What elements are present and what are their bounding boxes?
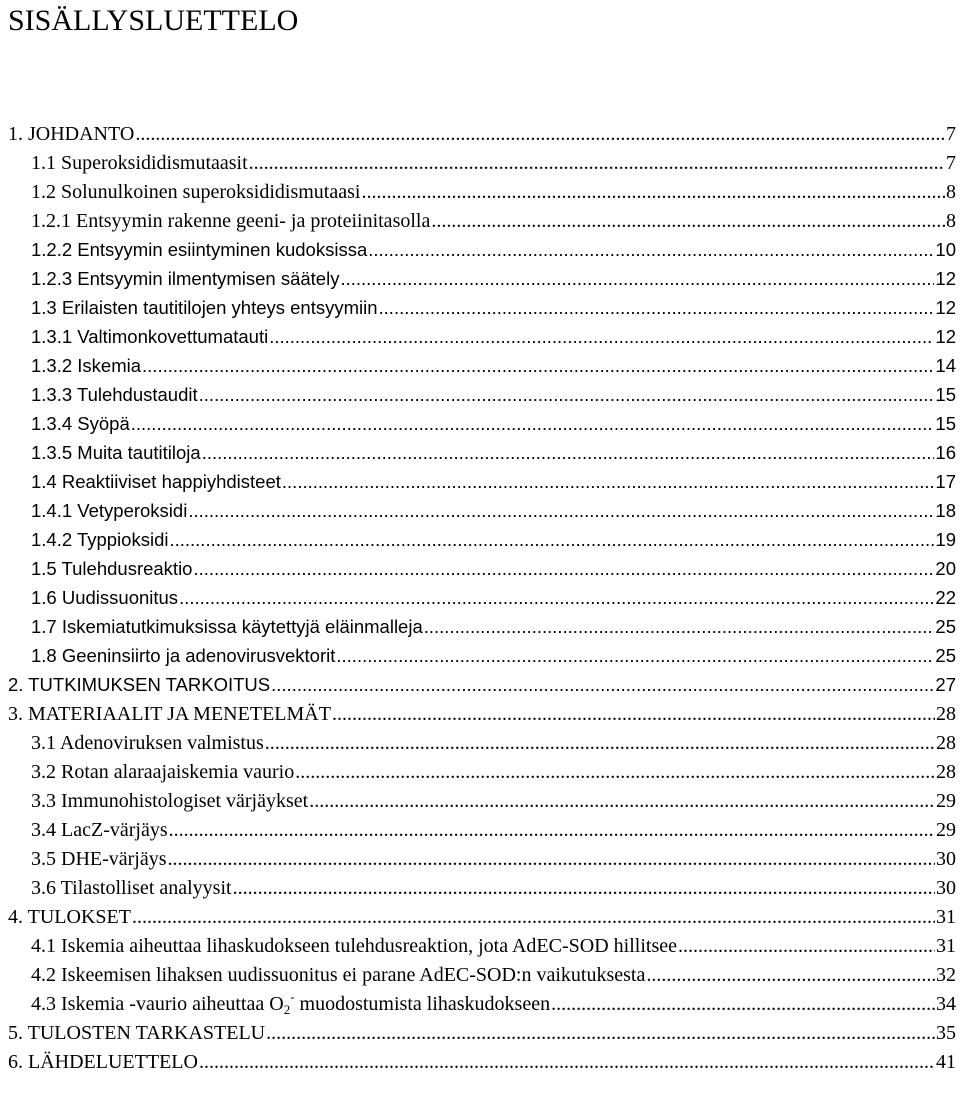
superscript-minus: - bbox=[290, 989, 295, 1004]
toc-entry-6-lahdeluettelo[interactable] bbox=[0, 1049, 960, 1078]
toc-entry-label: 1.2.3 Entsyymin ilmentymisen säätely bbox=[31, 268, 340, 289]
toc-entry-label: 3.6 Tilastolliset analyysit bbox=[31, 877, 232, 899]
toc-entry-label: 1.8 Geeninsiirto ja adenovirusvektorit bbox=[31, 645, 336, 666]
toc-entry-page: 15 bbox=[935, 384, 956, 405]
toc-entry-label: 1.5 Tulehdusreaktio bbox=[31, 558, 193, 579]
dot-leader bbox=[551, 991, 935, 1017]
toc-entry-4-3[interactable] bbox=[0, 991, 960, 1020]
toc-entry-1-2-2[interactable] bbox=[0, 237, 960, 266]
toc-entry-label-post: muodostumista lihaskudokseen bbox=[294, 993, 551, 1015]
toc-entry-label: 3.3 Immunohistologiset värjäykset bbox=[31, 790, 309, 812]
toc-entry-page: 30 bbox=[936, 877, 956, 899]
toc-entry-page: 15 bbox=[935, 413, 956, 434]
dot-leader bbox=[336, 643, 934, 669]
dot-leader bbox=[646, 962, 935, 988]
dot-leader bbox=[199, 382, 935, 408]
dot-leader bbox=[282, 469, 935, 495]
toc-entry-page: 12 bbox=[935, 326, 956, 347]
toc-entry-page: 12 bbox=[935, 268, 956, 289]
toc-entry-label: 1.4 Reaktiiviset happiyhdisteet bbox=[31, 471, 281, 492]
dot-leader bbox=[168, 846, 935, 872]
dot-leader bbox=[361, 179, 945, 205]
toc-entry-label: 1.3 Erilaisten tautitilojen yhteys entsyymiin bbox=[31, 297, 378, 318]
dot-leader bbox=[295, 759, 935, 785]
toc-entry-label: 1.3.3 Tulehdustaudit bbox=[31, 384, 198, 405]
dot-leader bbox=[142, 353, 934, 379]
dot-leader bbox=[132, 904, 935, 930]
toc-entry-page: 8 bbox=[946, 181, 956, 203]
dot-leader bbox=[135, 121, 945, 147]
toc-entry-label: 1.3.2 Iskemia bbox=[31, 355, 142, 376]
dot-leader bbox=[424, 614, 935, 640]
toc-entry-3-5[interactable] bbox=[0, 846, 960, 875]
dot-leader bbox=[379, 295, 935, 321]
dot-leader bbox=[179, 585, 934, 611]
dot-leader bbox=[233, 875, 935, 901]
toc-entry-label: 1.6 Uudissuonitus bbox=[31, 587, 179, 608]
table-of-contents bbox=[0, 121, 960, 1078]
dot-leader bbox=[368, 237, 934, 263]
toc-entry-page: 17 bbox=[935, 471, 956, 492]
toc-entry-1-2-3[interactable] bbox=[0, 266, 960, 295]
dot-leader bbox=[202, 440, 935, 466]
toc-entry-label: 4.1 Iskemia aiheuttaa lihaskudokseen tulehdusreaktion, jota AdEC-SOD hillitsee bbox=[31, 935, 677, 957]
toc-entry-page: 29 bbox=[936, 819, 956, 841]
toc-entry-4-1[interactable] bbox=[0, 933, 960, 962]
toc-entry-page: 12 bbox=[935, 297, 956, 318]
toc-entry-label: 3.5 DHE-värjäys bbox=[31, 848, 167, 870]
toc-entry-label: 1.2.2 Entsyymin esiintyminen kudoksissa bbox=[31, 239, 368, 260]
toc-entry-page: 7 bbox=[946, 152, 956, 174]
toc-entry-3-4[interactable] bbox=[0, 817, 960, 846]
toc-entry-page: 28 bbox=[936, 761, 956, 783]
dot-leader bbox=[431, 208, 945, 234]
toc-entry-page: 31 bbox=[936, 935, 956, 957]
toc-entry-1-1[interactable] bbox=[0, 150, 960, 179]
toc-entry-4-tulokset[interactable] bbox=[0, 904, 960, 933]
page-title: SISÄLLYSLUETTELO bbox=[8, 4, 299, 37]
toc-entry-page: 27 bbox=[935, 674, 956, 695]
dot-leader bbox=[266, 1020, 935, 1046]
toc-entry-label: 1.3.4 Syöpä bbox=[31, 413, 130, 434]
dot-leader bbox=[169, 527, 934, 553]
toc-entry-label: 1.1 Superoksididismutaasit bbox=[31, 152, 248, 174]
toc-entry-page: 16 bbox=[935, 442, 956, 463]
toc-entry-3-3[interactable] bbox=[0, 788, 960, 817]
dot-leader bbox=[271, 672, 934, 698]
dot-leader bbox=[309, 788, 935, 814]
toc-entry-label: 4. TULOKSET bbox=[8, 906, 131, 928]
toc-entry-page: 31 bbox=[936, 906, 956, 928]
toc-entry-2-tutkimuksen-tarkoitus[interactable] bbox=[0, 672, 960, 701]
dot-leader bbox=[265, 730, 935, 756]
toc-entry-page: 41 bbox=[936, 1051, 956, 1073]
toc-entry-1-3-5[interactable] bbox=[0, 440, 960, 469]
toc-entry-1-2[interactable] bbox=[0, 179, 960, 208]
toc-entry-label: 4.2 Iskeemisen lihaksen uudissuonitus ei parane AdEC-SOD:n vaikutuksesta bbox=[31, 964, 646, 986]
dot-leader bbox=[340, 266, 934, 292]
toc-entry-page: 28 bbox=[936, 703, 956, 725]
toc-entry-page: 35 bbox=[936, 1022, 956, 1044]
toc-entry-page: 25 bbox=[935, 645, 956, 666]
toc-entry-label: 2. TUTKIMUKSEN TARKOITUS bbox=[8, 674, 271, 695]
toc-entry-1-3-4[interactable] bbox=[0, 411, 960, 440]
toc-entry-page: 19 bbox=[935, 529, 956, 550]
toc-entry-page: 32 bbox=[936, 964, 956, 986]
dot-leader bbox=[193, 556, 934, 582]
toc-entry-page: 34 bbox=[936, 993, 956, 1015]
toc-entry-label: 1.7 Iskemiatutkimuksissa käytettyjä eläinmalleja bbox=[31, 616, 423, 637]
subscript-2: 2 bbox=[283, 1002, 291, 1017]
toc-entry-page: 10 bbox=[935, 239, 956, 260]
toc-entry-page: 25 bbox=[935, 616, 956, 637]
toc-entry-1-8[interactable] bbox=[0, 643, 960, 672]
toc-entry-page: 18 bbox=[935, 500, 956, 521]
toc-entry-1-5[interactable] bbox=[0, 556, 960, 585]
toc-entry-1-4-2[interactable] bbox=[0, 527, 960, 556]
toc-entry-label: 3.4 LacZ-värjäys bbox=[31, 819, 168, 841]
toc-entry-label: 6. LÄHDELUETTELO bbox=[8, 1051, 198, 1073]
toc-entry-label: 1.4.2 Typpioksidi bbox=[31, 529, 169, 550]
toc-entry-page: 7 bbox=[946, 123, 956, 145]
toc-entry-1-johdanto[interactable] bbox=[0, 121, 960, 150]
toc-entry-1-4-1[interactable] bbox=[0, 498, 960, 527]
toc-entry-3-materiaalit[interactable] bbox=[0, 701, 960, 730]
toc-entry-page: 29 bbox=[936, 790, 956, 812]
dot-leader bbox=[131, 411, 935, 437]
dot-leader bbox=[199, 1049, 935, 1075]
toc-entry-label: 3.2 Rotan alaraajaiskemia vaurio bbox=[31, 761, 295, 783]
dot-leader bbox=[269, 324, 934, 350]
toc-entry-page: 20 bbox=[935, 558, 956, 579]
dot-leader bbox=[188, 498, 934, 524]
toc-entry-1-4[interactable] bbox=[0, 469, 960, 498]
toc-entry-page: 14 bbox=[935, 355, 956, 376]
toc-entry-1-2-1[interactable] bbox=[0, 208, 960, 237]
toc-entry-label: 3.1 Adenoviruksen valmistus bbox=[31, 732, 264, 754]
toc-entry-label: 1.2.1 Entsyymin rakenne geeni- ja proteiinitasolla bbox=[31, 210, 431, 232]
dot-leader bbox=[332, 701, 935, 727]
toc-entry-label: 3. MATERIAALIT JA MENETELMÄT bbox=[8, 703, 331, 725]
toc-entry-1-3[interactable] bbox=[0, 295, 960, 324]
toc-entry-1-7[interactable] bbox=[0, 614, 960, 643]
toc-entry-page: 22 bbox=[935, 587, 956, 608]
toc-entry-4-2[interactable] bbox=[0, 962, 960, 991]
toc-entry-label: 1.3.5 Muita tautitiloja bbox=[31, 442, 201, 463]
dot-leader bbox=[678, 933, 935, 959]
dot-leader bbox=[169, 817, 935, 843]
toc-entry-label: 1.2 Solunulkoinen superoksididismutaasi bbox=[31, 181, 361, 203]
dot-leader bbox=[249, 150, 945, 176]
toc-entry-label: 1.4.1 Vetyperoksidi bbox=[31, 500, 188, 521]
toc-entry-page: 28 bbox=[936, 732, 956, 754]
toc-entry-1-6[interactable] bbox=[0, 585, 960, 614]
toc-entry-5-tulosten-tarkastelu[interactable] bbox=[0, 1020, 960, 1049]
toc-entry-label: 5. TULOSTEN TARKASTELU bbox=[8, 1022, 266, 1044]
toc-entry-label: 1.3.1 Valtimonkovettumatauti bbox=[31, 326, 269, 347]
toc-entry-label-pre: 4.3 Iskemia -vaurio aiheuttaa O bbox=[31, 993, 284, 1015]
toc-entry-3-2[interactable] bbox=[0, 759, 960, 788]
toc-entry-1-3-1[interactable] bbox=[0, 324, 960, 353]
toc-entry-page: 30 bbox=[936, 848, 956, 870]
toc-entry-label bbox=[31, 991, 550, 1017]
toc-entry-3-1[interactable] bbox=[0, 730, 960, 759]
toc-entry-page: 8 bbox=[946, 210, 956, 232]
toc-entry-1-3-2[interactable] bbox=[0, 353, 960, 382]
toc-entry-label: 1. JOHDANTO bbox=[8, 123, 135, 145]
toc-entry-1-3-3[interactable] bbox=[0, 382, 960, 411]
toc-entry-3-6[interactable] bbox=[0, 875, 960, 904]
